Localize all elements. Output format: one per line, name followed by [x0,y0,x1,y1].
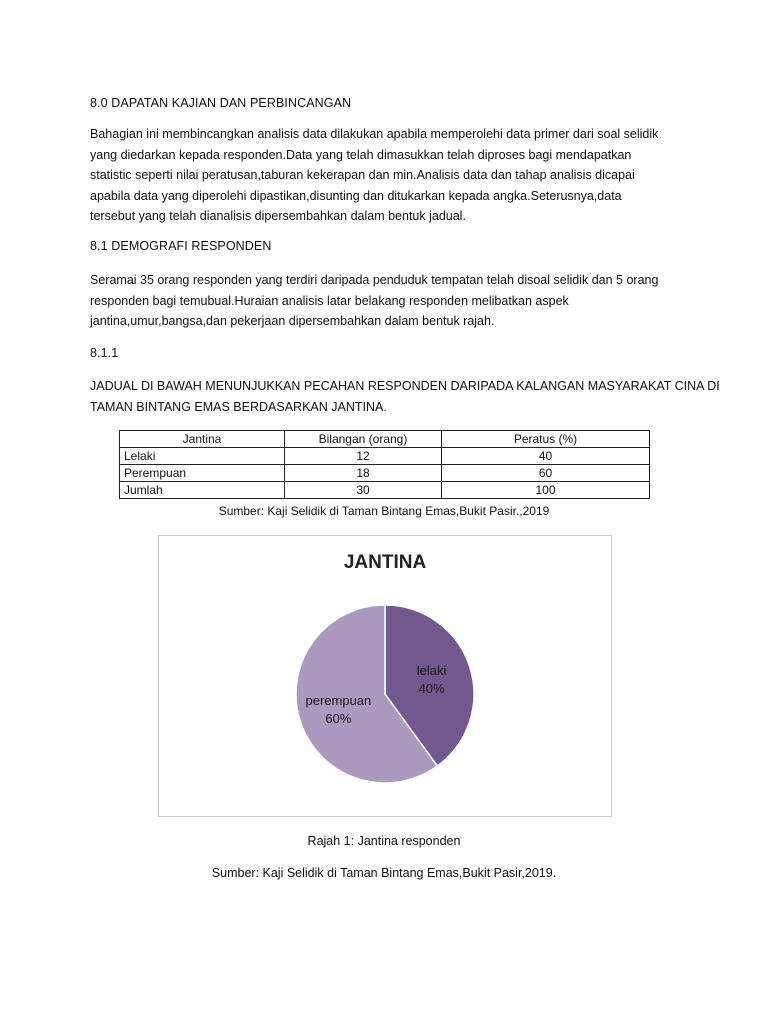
intro-line: apabila data yang diperolehi dipastikan,disunting dan ditukarkan kepada angka.Seterusnya,data [90,188,622,203]
table-cell: 18 [285,465,442,482]
pie-chart-container [158,535,612,817]
section-heading: 8.0 DAPATAN KAJIAN DAN PERBINCANGAN [90,96,352,110]
demographic-line: Seramai 35 orang responden yang terdiri daripada penduduk tempatan telah disoal selidik dan 5 orang [90,273,659,287]
table-header-cell: Bilangan (orang) [285,431,442,448]
table-intro-line: JADUAL DI BAWAH MENUNJUKKAN PECAHAN RESPONDEN DARIPADA KALANGAN MASYARAKAT CINA DI [90,379,720,393]
pie-category-label: lelaki [416,662,447,678]
table-intro-line: TAMAN BINTANG EMAS BERDASARKAN JANTINA. [90,399,387,414]
intro-line: statistic seperti nilai peratusan,taburan kekerapan dan min.Analisis data dan tahap analisis dicapai [90,168,635,182]
intro-line: tersebut yang telah dianalisis dipersembahkan dalam bentuk jadual. [90,209,466,223]
pie-chart [159,536,611,816]
pie-category-label: perempuan [305,693,372,709]
table-row [120,465,650,482]
item-number: 8.1.1 [90,346,119,360]
table-cell: 12 [285,448,442,465]
demographic-line: responden bagi temubual.Huraian analisis latar belakang responden melibatkan aspek [90,293,569,308]
intro-paragraph [90,124,690,227]
table-cell: 30 [285,482,442,499]
pie-value-label: 40% [418,680,445,696]
table-source: Sumber: Kaji Selidik di Taman Bintang Emas,Bukit Pasir.,2019 [218,504,550,518]
table-header-row [120,431,650,448]
table-row [120,448,650,465]
table-header-cell: Peratus (%) [442,431,650,448]
demographic-paragraph [90,270,690,332]
table-cell: 100 [442,482,650,499]
gender-table [119,430,650,499]
figure-source: Sumber: Kaji Selidik di Taman Bintang Emas,Bukit Pasir,2019. [211,866,557,880]
table-cell: 40 [442,448,650,465]
table-intro-paragraph [90,376,720,417]
table-cell: Perempuan [120,465,285,482]
table-row [120,482,650,499]
pie-value-label: 60% [325,711,352,727]
subsection-heading: 8.1 DEMOGRAFI RESPONDEN [90,239,272,253]
intro-line: yang diedarkan kepada responden.Data yang telah dimasukkan telah diproses bagi mendapatkan [90,147,632,162]
table-cell: 60 [442,465,650,482]
table-cell: Lelaki [120,448,285,465]
chart-title: JANTINA [343,552,427,573]
figure-caption: Rajah 1: Jantina responden [307,834,461,848]
table-cell: Jumlah [120,482,285,499]
table-header-cell: Jantina [120,431,285,448]
demographic-line: jantina,umur,bangsa,dan pekerjaan dipersembahkan dalam bentuk rajah. [90,314,495,328]
intro-line: Bahagian ini membincangkan analisis data dilakukan apabila memperolehi data primer dari soal selidik [90,127,659,141]
